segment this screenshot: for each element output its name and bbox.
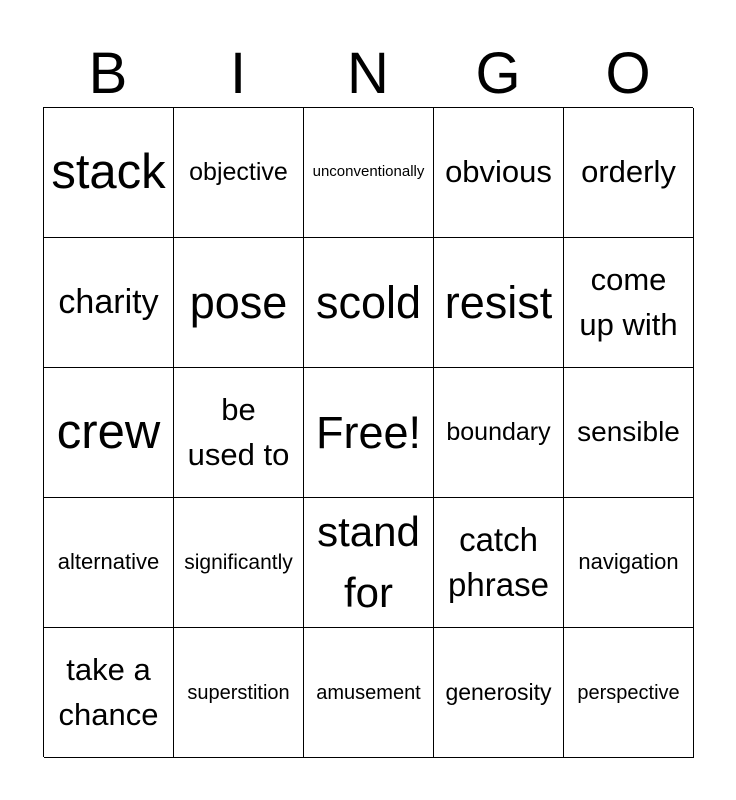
cell-word: scold [315, 276, 422, 328]
cell-word: perspective [577, 681, 680, 704]
bingo-cell[interactable] [564, 238, 694, 368]
header-letter-o: O [605, 41, 651, 106]
bingo-card [43, 107, 693, 757]
cell-word: crew [56, 404, 161, 459]
cell-word: amusement [316, 681, 421, 704]
cell-word: obvious [445, 154, 552, 190]
cell-word: be used to [187, 391, 290, 472]
bingo-cell[interactable] [564, 628, 694, 758]
cell-word: take a chance [58, 651, 159, 732]
bingo-cell[interactable] [304, 368, 434, 498]
cell-word: sensible [577, 416, 680, 448]
cell-word: stack [51, 144, 166, 199]
bingo-cell[interactable] [44, 238, 174, 368]
bingo-cell[interactable] [434, 108, 564, 238]
header-letter-i: I [229, 41, 247, 106]
cell-word: come up with [579, 261, 678, 342]
bingo-cell[interactable] [44, 498, 174, 628]
header-letter-b: B [88, 41, 128, 106]
header-letter-n: N [347, 41, 389, 106]
header-letter-g: G [475, 41, 521, 106]
cell-word: superstition [187, 681, 290, 704]
bingo-header [43, 40, 693, 108]
bingo-cell[interactable] [434, 368, 564, 498]
bingo-cell[interactable] [564, 498, 694, 628]
bingo-cell[interactable] [304, 108, 434, 238]
bingo-cell[interactable] [304, 238, 434, 368]
cell-word: catch phrase [448, 520, 549, 603]
bingo-cell[interactable] [44, 628, 174, 758]
bingo-cell[interactable] [44, 108, 174, 238]
cell-word: stand for [317, 507, 420, 616]
cell-word: charity [58, 282, 159, 321]
cell-word: resist [444, 276, 553, 328]
bingo-cell[interactable] [174, 628, 304, 758]
cell-word: pose [189, 276, 288, 328]
bingo-cell[interactable] [434, 238, 564, 368]
bingo-cell[interactable] [304, 498, 434, 628]
bingo-cell[interactable] [174, 498, 304, 628]
cell-word: generosity [445, 678, 552, 705]
cell-word: navigation [578, 549, 679, 575]
bingo-cell[interactable] [564, 108, 694, 238]
cell-word: objective [189, 157, 288, 186]
bingo-cell[interactable] [434, 498, 564, 628]
bingo-cell[interactable] [304, 628, 434, 758]
cell-word: boundary [446, 417, 551, 446]
cell-word: unconventionally [312, 163, 425, 181]
free-space: Free! [315, 406, 422, 458]
bingo-cell[interactable] [174, 108, 304, 238]
bingo-cell[interactable] [174, 238, 304, 368]
bingo-cell[interactable] [174, 368, 304, 498]
bingo-cell[interactable] [434, 628, 564, 758]
cell-word: alternative [57, 549, 160, 575]
cell-word: orderly [581, 154, 676, 190]
bingo-cell[interactable] [564, 368, 694, 498]
bingo-cell[interactable] [44, 368, 174, 498]
cell-word: significantly [184, 550, 293, 574]
